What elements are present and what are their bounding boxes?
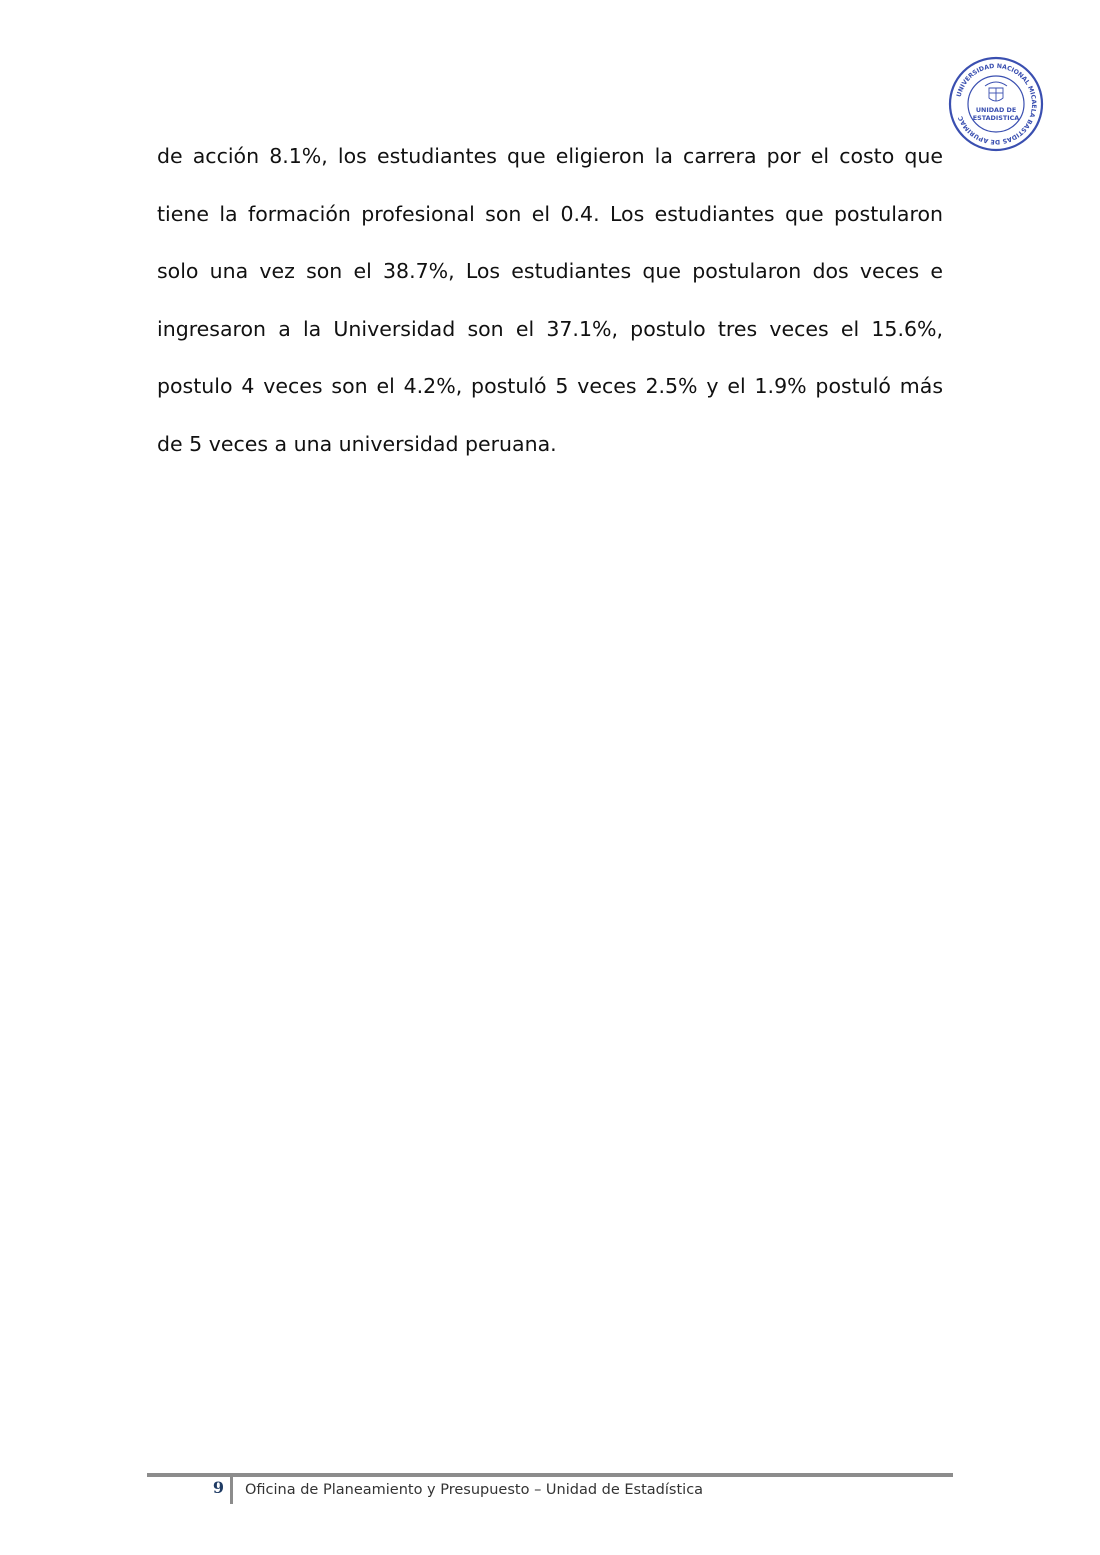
- paragraph-line: solo una vez son el 38.7%, Los estudiantes que postularon dos veces e: [157, 259, 943, 283]
- university-seal-stamp: [948, 56, 1044, 152]
- paragraph-line: tiene la formación profesional son el 0.4. Los estudiantes que postularon: [157, 201, 943, 226]
- footer-rule: [147, 1473, 953, 1477]
- paragraph-line: postulo 4 veces son el 4.2%, postuló 5 veces 2.5% y el 1.9% postuló más: [157, 374, 943, 398]
- paragraph-line: de 5 veces a una universidad peruana.: [157, 431, 557, 456]
- svg-text:ESTADISTICA: ESTADISTICA: [972, 114, 1020, 122]
- paragraph-line: de acción 8.1%, los estudiantes que eligieron la carrera por el costo que: [157, 144, 943, 168]
- page-number: 9: [212, 1478, 224, 1497]
- body-paragraph: [157, 128, 943, 473]
- paragraph-line: ingresaron a la Universidad son el 37.1%, postulo tres veces el 15.6%,: [157, 316, 943, 341]
- svg-text:UNIDAD DE: UNIDAD DE: [975, 106, 1017, 114]
- footer-text: Oficina de Planeamiento y Presupuesto – Unidad de Estadística: [245, 1482, 704, 1498]
- footer-divider: [230, 1477, 233, 1504]
- svg-text:UNIVERSIDAD NACIONAL MICAELA B: UNIVERSIDAD NACIONAL MICAELA BASTIDAS DE APURIMAC: [955, 62, 1038, 146]
